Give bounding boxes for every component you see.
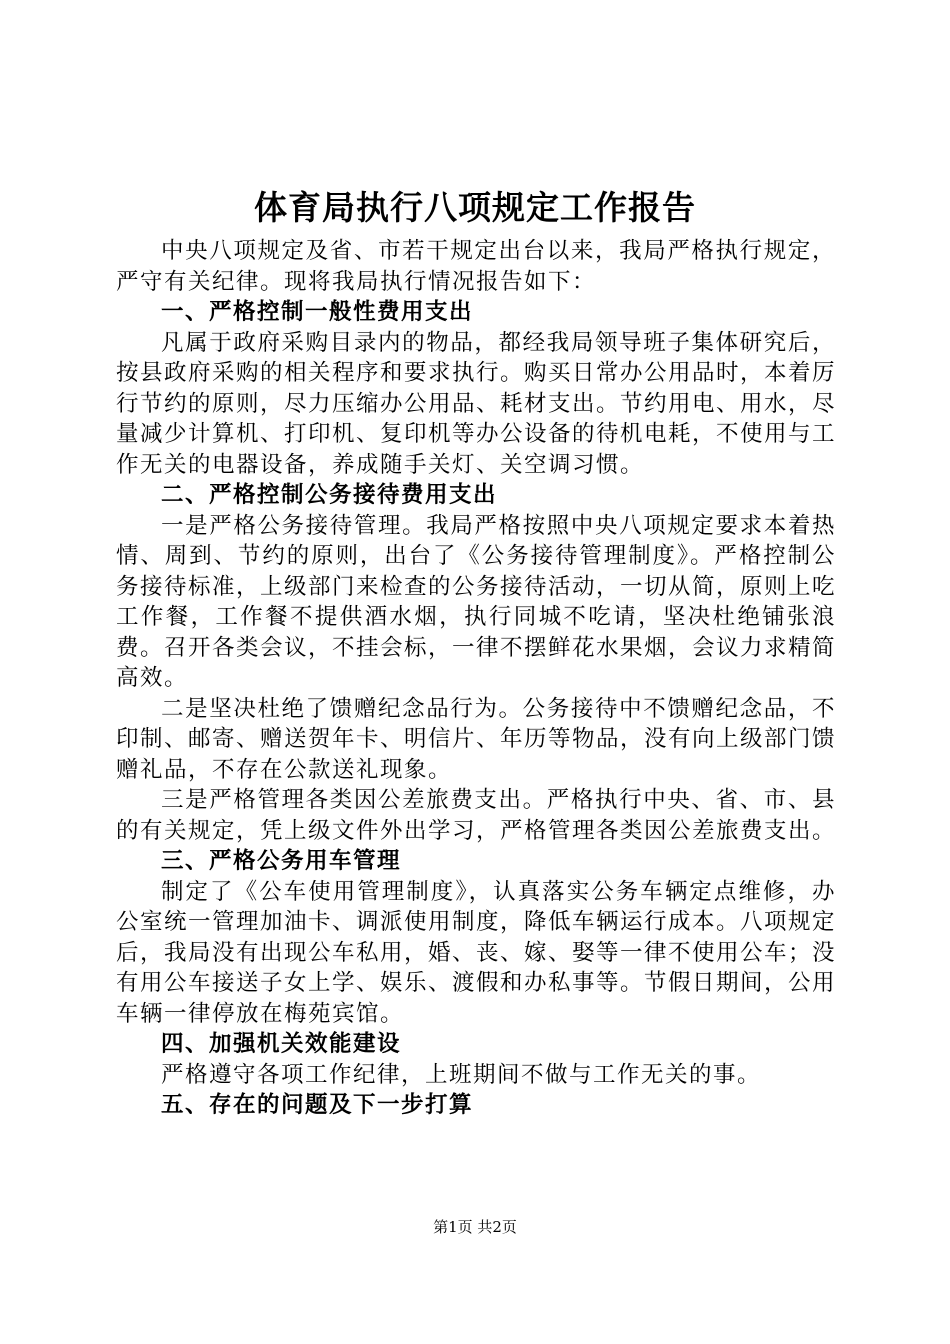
section-heading-1: 一、严格控制一般性费用支出 — [161, 299, 474, 325]
paragraph-intro: 中央八项规定及省、市若干规定出台以来，我局严格执行规定，严守有关纪律。现将我局执行情况报告如下： — [116, 238, 836, 295]
paragraph-section-1: 凡属于政府采购目录内的物品，都经我局领导班子集体研究后，按县政府采购的相关程序和要求执行。购买日常办公用品时，本着厉行节约的原则，尽力压缩办公用品、耗材支出。节约用电、用水，尽量减少计算机、打印机、复印机等办公设备的待机电耗，不使用与工作无关的电器设备，养成随手关灯、关空调习惯。 — [116, 329, 837, 478]
section-heading-4: 四、加强机关效能建设 — [161, 1031, 402, 1057]
page-title: 体育局执行八项规定工作报告 — [254, 188, 696, 227]
page-footer: 第1页 共2页 — [433, 1218, 517, 1236]
paragraph-section-3: 制定了《公车使用管理制度》，认真落实公务车辆定点维修，办公室统一管理加油卡、调派使用制度，降低车辆运行成本。八项规定后，我局没有出现公车私用，婚、丧、嫁、娶等一律不使用公车；没有用公车接送子女上学、娱乐、渡假和办私事等。节假日期间，公用车辆一律停放在梅苑宾馆。 — [116, 878, 837, 1027]
section-heading-5: 五、存在的问题及下一步打算 — [161, 1092, 474, 1118]
paragraph-section-2-item-3: 三是严格管理各类因公差旅费支出。严格执行中央、省、市、县的有关规定，凭上级文件外出学习，严格管理各类因公差旅费支出。 — [116, 787, 837, 844]
paragraph-section-2-item-2: 二是坚决杜绝了馈赠纪念品行为。公务接待中不馈赠纪念品，不印制、邮寄、赠送贺年卡、明信片、年历等物品，没有向上级部门馈赠礼品，不存在公款送礼现象。 — [116, 695, 837, 783]
document-body — [116, 236, 836, 1121]
section-heading-2: 二、严格控制公务接待费用支出 — [161, 482, 498, 508]
paragraph-section-2-item-1: 一是严格公务接待管理。我局严格按照中央八项规定要求本着热情、周到、节约的原则，出台了《公务接待管理制度》。严格控制公务接待标准，上级部门来检查的公务接待活动，一切从简，原则上吃工作餐，工作餐不提供酒水烟，执行同城不吃请，坚决杜绝铺张浪费。召开各类会议，不挂会标，一律不摆鲜花水果烟，会议力求精简高效。 — [116, 512, 837, 691]
section-heading-3: 三、严格公务用车管理 — [161, 848, 402, 874]
paragraph-section-4: 严格遵守各项工作纪律，上班期间不做与工作无关的事。 — [161, 1061, 762, 1088]
